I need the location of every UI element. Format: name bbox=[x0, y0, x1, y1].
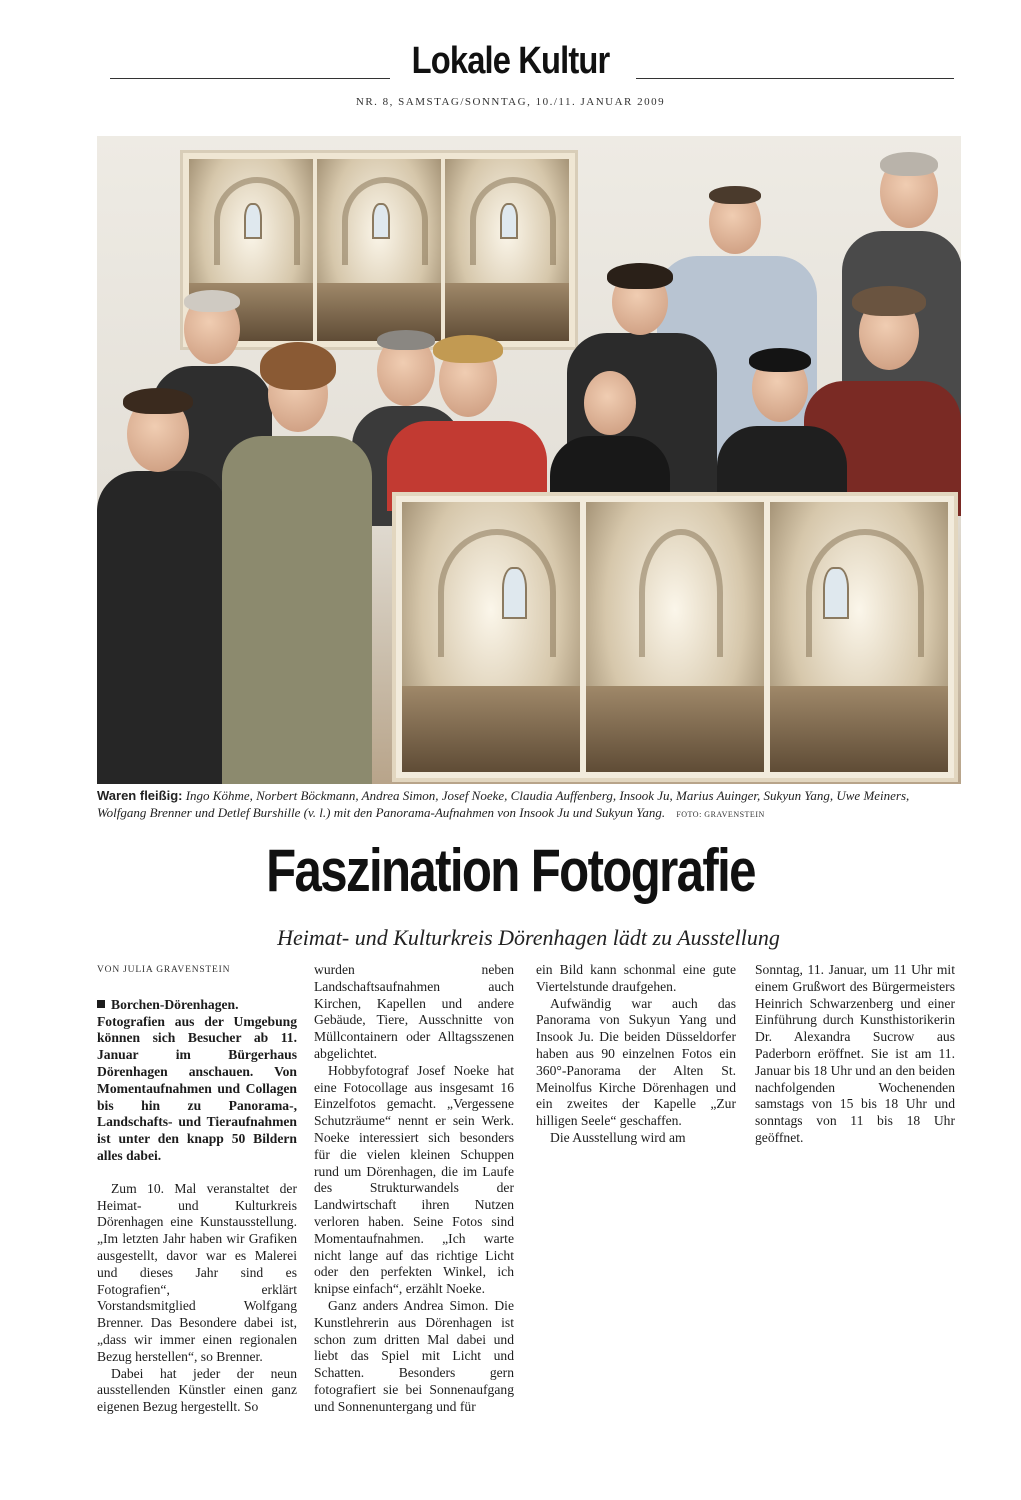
paragraph: Aufwändig war auch das Panorama von Sukyun Yang und Insook Ju. Die beiden Düsseldorfer haben aus 90 einzelnen Fotos ein 360°-Panorama der Alten St. Meinolfus Kirche Dörenhagen und ein zweites der Kapelle „Zur hilligen Seele“ geschaffen. bbox=[536, 995, 736, 1129]
article-subheadline: Heimat- und Kulturkreis Dörenhagen lädt zu Ausstellung bbox=[277, 925, 780, 950]
photo-credit: FOTO: GRAVENSTEIN bbox=[676, 810, 765, 819]
article-headline: Faszination Fotografie bbox=[266, 837, 755, 904]
masthead bbox=[0, 40, 1021, 100]
group-photo bbox=[97, 136, 961, 784]
person-figure bbox=[387, 331, 547, 511]
pano-panel bbox=[402, 502, 580, 772]
article-column-2 bbox=[314, 962, 514, 1416]
section-title: Lokale Kultur bbox=[411, 40, 610, 82]
caption-label: Waren fleißig: bbox=[97, 788, 183, 803]
article-column-3 bbox=[536, 962, 736, 1147]
photo-caption bbox=[97, 787, 961, 823]
paragraph: Sonntag, 11. Januar, um 11 Uhr mit einem Grußwort des Bürgermeisters Heinrich Schwarzenberg und einer Einführung durch Kunsthistorikerin Dr. Alexandra Sucrow aus Paderborn eröffnet. Sie ist am 11. Januar bis 18 Uhr und an den beiden nachfolgenden Wochenenden samstags von 15 bis 18 Uhr und sonntags von 11 bis 18 Uhr geöffnet. bbox=[755, 962, 955, 1145]
pano-panel bbox=[317, 159, 441, 341]
held-panorama-triptych bbox=[392, 492, 958, 782]
lead-text: Borchen-Dörenhagen. Fotografien aus der Umgebung können sich Besucher ab 11. Januar im Bürgerhaus Dörenhagen anschauen. Von Momentaufnahmen und Collagen bis hin zu Panorama-, Landschafts- und Tieraufnahmen ist unter den knapp 50 Bildern alles dabei. bbox=[97, 996, 297, 1163]
person-figure bbox=[550, 361, 670, 501]
bullet-square-icon bbox=[97, 1000, 105, 1008]
paragraph: Ganz anders Andrea Simon. Die Kunstlehrerin aus Dörenhagen ist schon zum dritten Mal dabei und liebt das Spiel mit Licht und Schatten. Besonders gern fotografiert sie bei Sonnenaufgang und Sonnenuntergang und für bbox=[314, 1297, 514, 1414]
caption-text: Ingo Köhme, Norbert Böckmann, Andrea Simon, Josef Noeke, Claudia Auffenberg, Insook Ju, Marius Auinger, Sukyun Yang, Uwe Meiners, Wolfgang Brenner und Detlef Burshille (v. l.) mit den Panorama-Aufnahmen von Insook Ju und Sukyun Yang. bbox=[97, 788, 910, 820]
paragraph: Dabei hat jeder der neun ausstellenden Künstler einen ganz eigenen Bezug hergestellt. So bbox=[97, 1365, 297, 1415]
person-figure bbox=[717, 346, 847, 506]
paragraph: Hobbyfotograf Josef Noeke hat eine Fotocollage aus insgesamt 16 Einzelfotos gemacht. „Vergessene Schutzräume“ nennt er sein Werk. Noeke interessiert sich besonders für die vielen kleinen Schuppen rund um Dörenhagen, die im Laufe des Strukturwandels der Landwirtschaft ihren Nutzen verloren haben. Seine Fotos sind Momentaufnahmen. „Ich warte nicht lange auf das richtige Licht oder den perfekten Winkel, ich knipse einfach“, erzählt Noeke. bbox=[314, 1062, 514, 1297]
article-column-4 bbox=[755, 962, 955, 1147]
pano-panel bbox=[770, 502, 948, 772]
pano-panel bbox=[586, 502, 764, 772]
article-lead bbox=[97, 997, 297, 1165]
person-figure bbox=[222, 336, 372, 784]
person-figure bbox=[97, 376, 227, 784]
paragraph: wurden neben Landschaftsaufnahmen auch Kirchen, Kapellen und andere Gebäude, Tiere, Ausschnitte von Müllcontainern oder Alltagsszenen abgelichtet. bbox=[314, 962, 514, 1061]
byline: VON JULIA GRAVENSTEIN bbox=[97, 965, 231, 975]
article-column-1 bbox=[97, 962, 297, 1416]
paragraph: Die Ausstellung wird am bbox=[550, 1129, 686, 1145]
paragraph: ein Bild kann schonmal eine gute Viertelstunde draufgehen. bbox=[536, 962, 736, 994]
pano-panel bbox=[445, 159, 569, 341]
issue-date-line: NR. 8, SAMSTAG/SONNTAG, 10./11. JANUAR 2009 bbox=[355, 96, 666, 108]
paragraph: Zum 10. Mal veranstaltet der Heimat- und Kulturkreis Dörenhagen eine Kunstausstellung. „Im letzten Jahr haben wir Grafiken ausgestellt, davor war es Malerei und dieses Jahr sind es Fotografien“, erklärt Vorstandsmitglied Wolfgang Brenner. Das Besondere dabei ist, „dass wir immer einen regionalen Bezug herstellen“, so Brenner. bbox=[97, 1180, 297, 1364]
masthead-rule-right bbox=[636, 78, 954, 79]
